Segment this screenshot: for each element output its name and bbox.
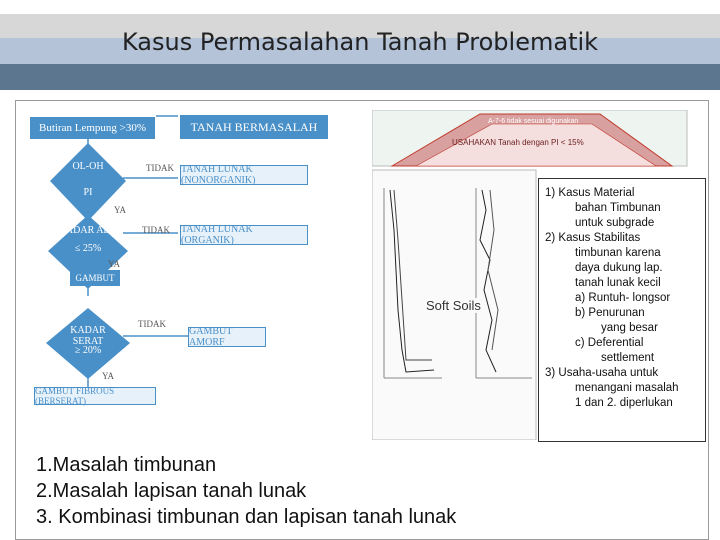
problem-item-1: 1.Masalah timbunan [36,454,217,476]
note-line: 2) Kasus Stabilitas [545,232,641,244]
outcome-gambut-fibrous: GAMBUT FIBROUS (BERSERAT) [34,387,156,405]
slide-title: Kasus Permasalahan Tanah Problematik [121,28,599,56]
decision-kadar-abu-sub: ≤ 25% [74,243,102,254]
figure-band-2: USAHAKAN Tanah dengan PI < 15% [452,138,584,147]
start-box: Butiran Lempung >30% [30,117,155,139]
note-line: daya dukung lap. [575,262,663,274]
decision-kadar-serat-label: KADAR SERAT [70,325,106,347]
note-line: settlement [601,352,655,364]
outcome-tanah-lunak-organik: TANAH LUNAK (ORGANIK) [180,225,308,245]
note-line: 3) Usaha-usaha untuk [545,367,659,379]
label-ya-3: YA [102,371,115,381]
label-tidak-3: TIDAK [138,319,166,329]
note-line: untuk subgrade [575,217,655,229]
figure-band-1: A-7-6 tidak sesuai digunakan [488,118,579,125]
decision-kadar-abu-label: KADAR ABU [58,225,118,236]
label-tidak-2: TIDAK [142,225,170,235]
problem-list [36,452,456,530]
decision-kadar-serat-sub: ≥ 20% [74,345,102,356]
label-ya-1: YA [114,205,127,215]
flowchart-panel [18,103,368,439]
label-ya-2: YA [108,259,121,269]
decision-oloh-label: OL-OH [72,161,104,172]
gambut-box: GAMBUT [70,270,120,286]
decision-oloh-sub: PI [83,187,93,198]
outcome-gambut-amorf: GAMBUT AMORF [188,327,266,347]
outcome-tanah-lunak-nonorganik: TANAH LUNAK (NONORGANIK) [180,165,308,185]
label-tidak-1: TIDAK [146,163,174,173]
note-line: yang besar [601,322,658,334]
note-line: timbunan karena [575,247,661,259]
problem-item-3: 3. Kombinasi timbunan dan lapisan tanah lunak [36,506,457,528]
header-band-dark [0,64,720,90]
note-line: b) Penurunan [575,307,645,319]
note-line: 1) Kasus Material [545,187,635,199]
note-line: c) Deferential [575,337,644,349]
notes-box [538,178,706,442]
note-line: tanah lunak kecil [575,277,661,289]
note-line: 1 dan 2. diperlukan [575,397,673,409]
note-line: a) Runtuh- longsor [575,292,671,304]
note-line: menangani masalah [575,382,679,394]
result-top-box: TANAH BERMASALAH [180,115,328,139]
soft-soils-label: Soft Soils [426,298,481,313]
note-line: bahan Timbunan [575,202,661,214]
problem-item-2: 2.Masalah lapisan tanah lunak [36,480,307,502]
